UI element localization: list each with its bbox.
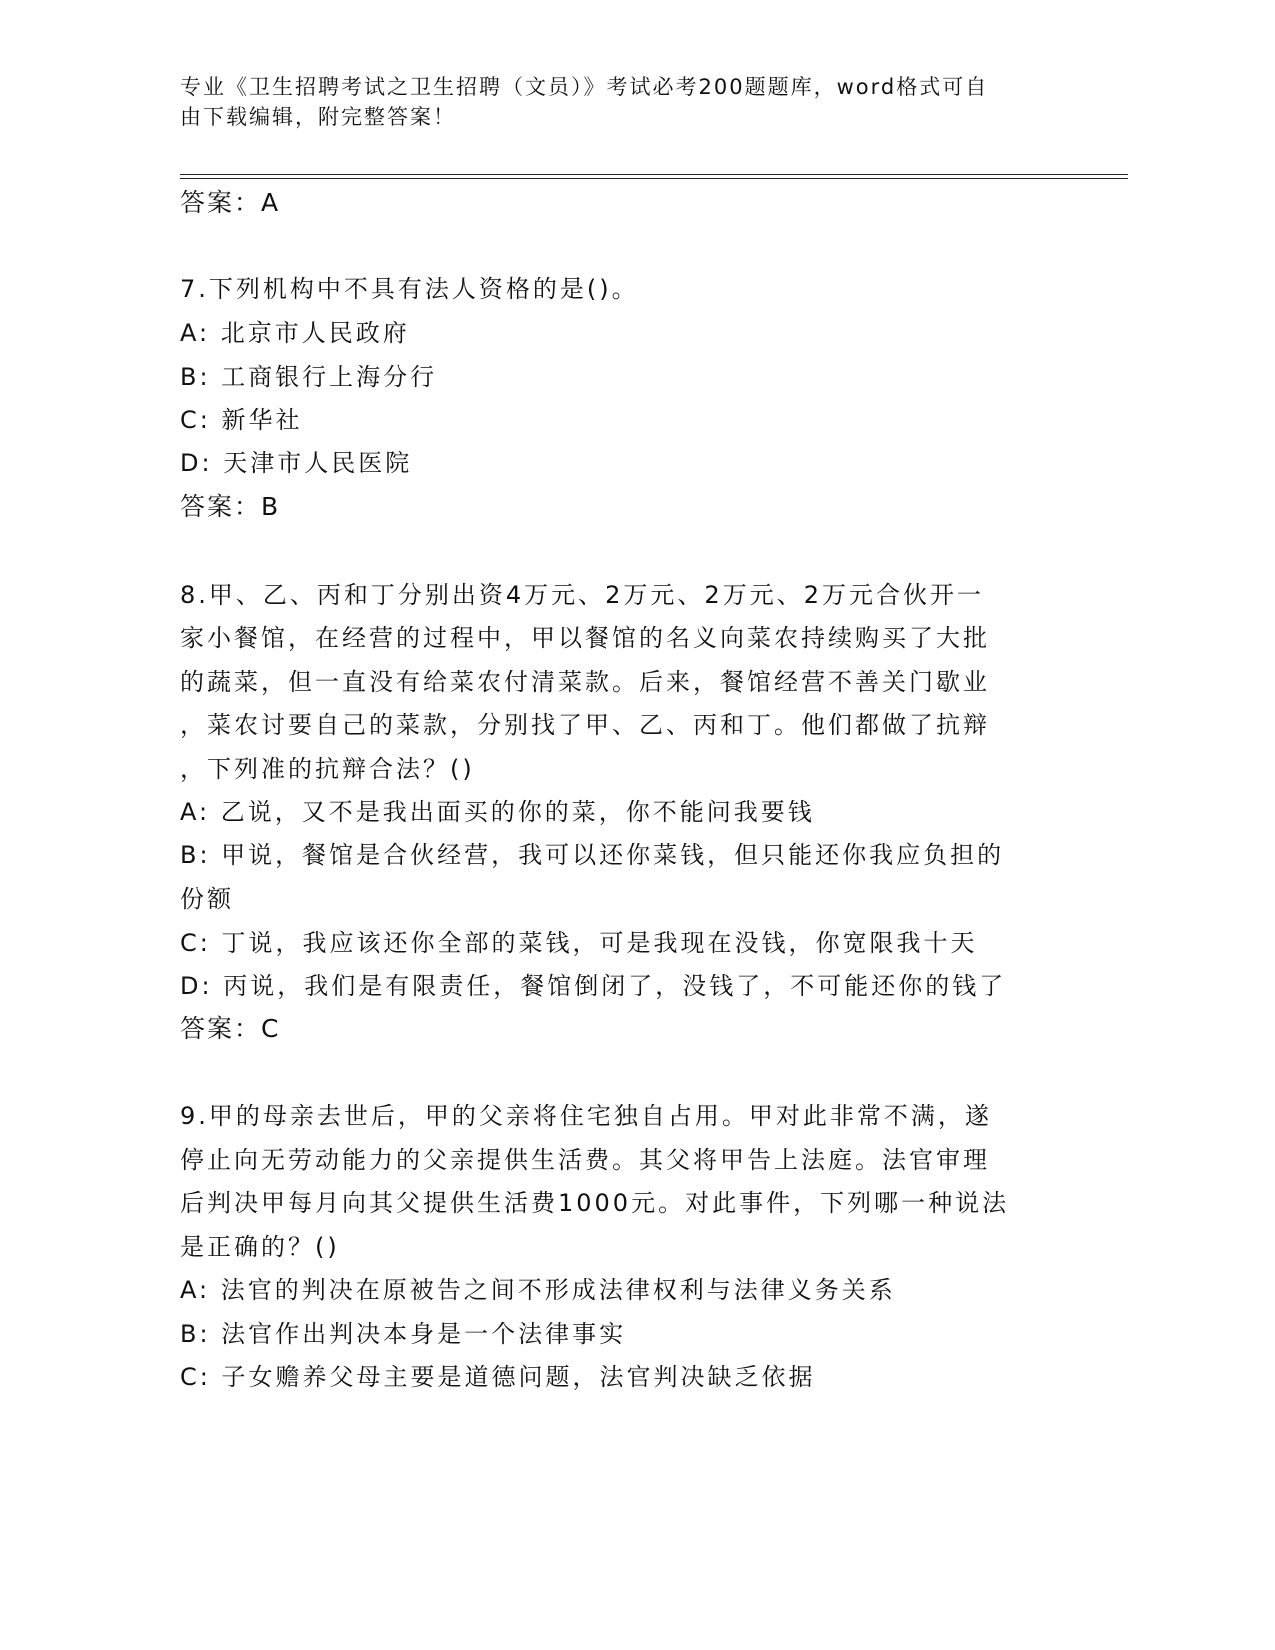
question-7-option-a: A: 北京市人民政府	[180, 319, 410, 347]
question-8-option-b: B: 甲说，餐馆是合伙经营，我可以还你菜钱，但只能还你我应负担的	[180, 841, 1005, 869]
question-9-option-c: C: 子女赡养父母主要是道德问题，法官判决缺乏依据	[180, 1363, 816, 1391]
question-8-stem-line: 8.甲、乙、丙和丁分别出资4万元、2万元、2万元、2万元合伙开一	[180, 581, 984, 609]
question-8-stem-line: 家小餐馆，在经营的过程中，甲以餐馆的名义向菜农持续购买了大批	[180, 624, 990, 652]
question-8-option-d: D: 丙说，我们是有限责任，餐馆倒闭了，没钱了，不可能还你的钱了	[180, 972, 1007, 1000]
question-8-answer: 答案：C	[180, 1014, 281, 1043]
question-8-option-b-cont: 份额	[180, 885, 234, 913]
question-9-stem-line: 9.甲的母亲去世后，甲的父亲将住宅独自占用。甲对此非常不满，遂	[180, 1102, 992, 1130]
question-9-option-a: A: 法官的判决在原被告之间不形成法律权利与法律义务关系	[180, 1276, 896, 1304]
question-9-stem-line: 后判决甲每月向其父提供生活费1000元。对此事件，下列哪一种说法	[180, 1189, 1010, 1217]
question-8-stem-line: ，菜农讨要自己的菜款，分别找了甲、乙、丙和丁。他们都做了抗辩	[180, 711, 990, 739]
question-9-option-b: B: 法官作出判决本身是一个法律事实	[180, 1320, 627, 1348]
question-9-stem-line: 停止向无劳动能力的父亲提供生活费。其父将甲告上法庭。法官审理	[180, 1146, 990, 1174]
question-7-answer: 答案：B	[180, 492, 281, 521]
page-header	[180, 72, 1040, 132]
header-line-1: 专业《卫生招聘考试之卫生招聘（文员）》考试必考200题题库，word格式可自	[180, 75, 989, 99]
question-7-option-c: C: 新华社	[180, 406, 303, 434]
question-8-option-a: A: 乙说，又不是我出面买的你的菜，你不能问我要钱	[180, 798, 815, 826]
header-line-2: 由下载编辑，附完整答案！	[180, 105, 456, 129]
question-7-stem: 7.下列机构中不具有法人资格的是()。	[180, 275, 639, 303]
question-9-stem-line: 是正确的？()	[180, 1233, 340, 1261]
question-7-option-b: B: 工商银行上海分行	[180, 363, 438, 391]
question-8-option-c: C: 丁说，我应该还你全部的菜钱，可是我现在没钱，你宽限我十天	[180, 929, 978, 957]
question-8-stem-line: 的蔬菜，但一直没有给菜农付清菜款。后来，餐馆经营不善关门歇业	[180, 668, 990, 696]
header-divider	[180, 174, 1128, 179]
question-8-stem-line: ，下列准的抗辩合法？()	[180, 755, 475, 783]
question-7-option-d: D: 天津市人民医院	[180, 449, 413, 477]
answer-previous: 答案：A	[180, 188, 281, 217]
